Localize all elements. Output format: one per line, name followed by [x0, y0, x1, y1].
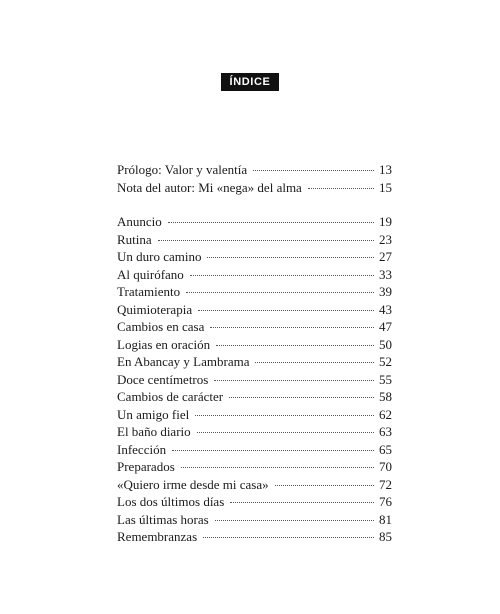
dot-leader	[215, 520, 374, 521]
entry-title: Prólogo: Valor y valentía	[117, 162, 248, 177]
chapter-entry	[117, 231, 392, 249]
entry-page-number: 15	[379, 179, 392, 195]
entry-title: Cambios en casa	[117, 319, 205, 334]
front-matter-list	[117, 161, 392, 196]
entry-title: Un duro camino	[117, 249, 202, 264]
entry-page-number: 85	[379, 529, 392, 544]
entry-title: Los dos últimos días	[117, 494, 225, 509]
entry-page-number: 55	[379, 371, 392, 387]
entry-title: Al quirófano	[117, 266, 184, 282]
entry-page-number: 43	[379, 301, 392, 317]
dot-leader	[216, 345, 374, 346]
chapter-entry	[117, 441, 392, 459]
chapter-entry	[117, 528, 392, 546]
entry-title: Las últimas horas	[117, 511, 209, 527]
entry-page-number: 50	[379, 336, 392, 352]
chapter-entry	[117, 213, 392, 231]
chapter-entry	[117, 476, 392, 494]
entry-title: Rutina	[117, 231, 152, 247]
index-heading: ÍNDICE	[221, 73, 280, 91]
dot-leader	[308, 188, 374, 189]
chapter-entry	[117, 423, 392, 441]
chapter-entry	[117, 301, 392, 319]
entry-page-number: 72	[379, 476, 392, 492]
entry-title: Remembranzas	[117, 529, 198, 544]
entry-page-number: 65	[379, 441, 392, 457]
entry-page-number: 58	[379, 389, 392, 404]
entry-title: Preparados	[117, 459, 175, 474]
entry-page-number: 33	[379, 266, 392, 282]
dot-leader	[168, 222, 374, 223]
dot-leader	[158, 240, 374, 241]
entry-page-number: 70	[379, 459, 392, 474]
entry-page-number: 52	[379, 354, 392, 369]
entry-title: Cambios de carácter	[117, 389, 224, 404]
entry-title: Tratamiento	[117, 284, 181, 299]
dot-leader	[203, 537, 374, 538]
entry-title: Nota del autor: Mi «nega» del alma	[117, 179, 302, 195]
entry-page-number: 63	[379, 424, 392, 439]
dot-leader	[195, 415, 374, 416]
chapter-entry	[117, 266, 392, 284]
dot-leader	[275, 485, 374, 486]
chapter-entry	[117, 371, 392, 389]
chapter-entry	[117, 248, 392, 266]
chapter-entry	[117, 336, 392, 354]
heading-container	[0, 72, 500, 91]
chapter-entry	[117, 493, 392, 511]
entry-title: En Abancay y Lambrama	[117, 354, 250, 369]
dot-leader	[198, 310, 374, 311]
dot-leader	[207, 257, 374, 258]
dot-leader	[172, 450, 374, 451]
entry-page-number: 23	[379, 231, 392, 247]
chapter-entry	[117, 283, 392, 301]
dot-leader	[210, 327, 374, 328]
front-matter-entry	[117, 161, 392, 179]
chapter-list	[117, 213, 392, 546]
chapter-entry	[117, 318, 392, 336]
dot-leader	[253, 170, 374, 171]
entry-page-number: 39	[379, 284, 392, 299]
entry-page-number: 47	[379, 319, 392, 334]
dot-leader	[181, 467, 374, 468]
chapter-entry	[117, 406, 392, 424]
chapter-entry	[117, 458, 392, 476]
entry-page-number: 19	[379, 214, 392, 229]
dot-leader	[255, 362, 374, 363]
entry-page-number: 13	[379, 162, 392, 177]
dot-leader	[197, 432, 374, 433]
entry-title: Quimioterapia	[117, 301, 193, 317]
dot-leader	[190, 275, 374, 276]
entry-page-number: 27	[379, 249, 392, 264]
dot-leader	[230, 502, 374, 503]
chapter-entry	[117, 511, 392, 529]
entry-page-number: 76	[379, 494, 392, 509]
entry-title: Infección	[117, 441, 167, 457]
entry-page-number: 81	[379, 511, 392, 527]
entry-title: El baño diario	[117, 424, 191, 439]
entry-title: Un amigo fiel	[117, 406, 190, 422]
entry-title: «Quiero irme desde mi casa»	[117, 476, 269, 492]
entry-page-number: 62	[379, 406, 392, 422]
dot-leader	[229, 397, 374, 398]
dot-leader	[186, 292, 374, 293]
chapter-entry	[117, 353, 392, 371]
chapter-entry	[117, 388, 392, 406]
entry-title: Anuncio	[117, 214, 162, 229]
entry-title: Logias en oración	[117, 336, 211, 352]
entry-title: Doce centímetros	[117, 371, 209, 387]
dot-leader	[214, 380, 374, 381]
front-matter-entry	[117, 179, 392, 197]
